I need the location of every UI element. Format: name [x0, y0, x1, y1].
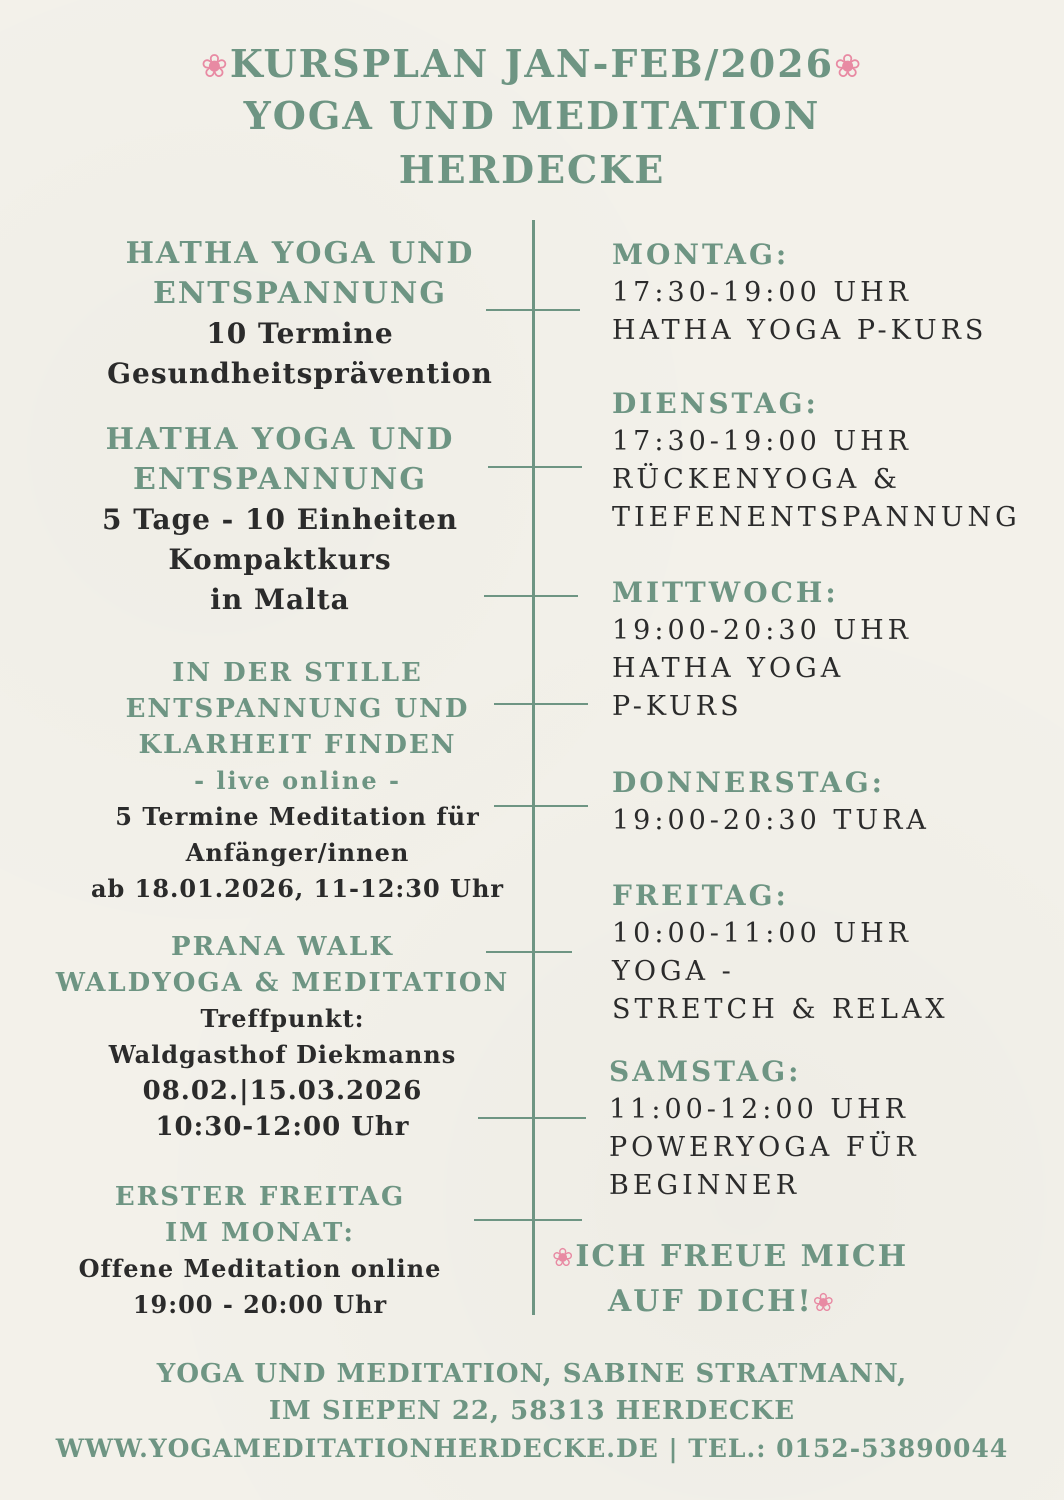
- timeline-tick: [474, 1219, 582, 1221]
- timeline-tick: [484, 595, 578, 597]
- day-label: DIENSTAG:: [612, 387, 819, 420]
- schedule-line: HATHA YOGA: [612, 653, 845, 684]
- course-heading: IM MONAT:: [165, 1218, 355, 1248]
- day-label: DONNERSTAG:: [612, 766, 885, 799]
- location-title: HERDECKE: [398, 147, 666, 192]
- course-detail: Treffpunkt:: [200, 1004, 365, 1033]
- schedule-friday: [612, 877, 949, 1029]
- closing-line: ICH FREUE MICH: [575, 1239, 909, 1274]
- footer-address: YOGA UND MEDITATION, SABINE STRATMANN,: [156, 1359, 908, 1389]
- course-first-friday: [60, 1179, 460, 1323]
- course-heading: ENTSPANNUNG: [153, 276, 447, 311]
- course-heading: HATHA YOGA UND: [125, 236, 475, 271]
- schedule-line: HATHA YOGA P-KURS: [612, 315, 988, 346]
- subtitle: YOGA UND MEDITATION: [243, 93, 821, 138]
- schedule-line: BEGINNER: [609, 1170, 801, 1201]
- course-detail: 08.02.|15.03.2026: [142, 1076, 423, 1106]
- course-subheading: - live online -: [194, 766, 401, 795]
- course-heading: ERSTER FREITAG: [114, 1182, 406, 1212]
- page-title: [0, 38, 1064, 92]
- course-hatha-prevention: [90, 234, 510, 394]
- course-meditation-online: [60, 655, 535, 907]
- cherry-blossom-icon: ❀: [812, 1288, 836, 1318]
- course-detail: Offene Meditation online: [78, 1254, 442, 1283]
- cherry-blossom-icon: ❀: [200, 47, 230, 85]
- course-detail: 19:00 - 20:00 Uhr: [132, 1290, 388, 1319]
- course-heading: IN DER STILLE: [172, 658, 423, 688]
- course-heading: PRANA WALK: [171, 932, 394, 962]
- title-text: KURSPLAN JAN-FEB/2026: [229, 41, 835, 86]
- schedule-line: POWERYOGA FÜR: [609, 1132, 920, 1163]
- course-detail: 10:30-12:00 Uhr: [155, 1112, 410, 1142]
- schedule-thursday: [612, 764, 930, 840]
- course-detail: 5 Tage - 10 Einheiten: [101, 503, 458, 536]
- day-label: MITTWOCH:: [612, 576, 839, 609]
- schedule-line: 11:00-12:00 UHR: [609, 1094, 909, 1125]
- schedule-saturday: [609, 1053, 920, 1205]
- course-hatha-malta: [75, 420, 485, 620]
- schedule-line: 19:00-20:30 UHR: [612, 615, 912, 646]
- schedule-line: 10:00-11:00 UHR: [612, 918, 912, 949]
- course-heading: HATHA YOGA UND: [105, 422, 455, 457]
- schedule-line: P-KURS: [612, 691, 743, 722]
- schedule-wednesday: [612, 574, 912, 726]
- course-heading: ENTSPANNUNG UND: [125, 694, 470, 724]
- course-prana-walk: [55, 929, 510, 1145]
- closing-message: [552, 1235, 908, 1325]
- day-label: MONTAG:: [612, 238, 790, 271]
- schedule-line: YOGA -: [612, 956, 735, 987]
- course-heading: WALDYOGA & MEDITATION: [55, 968, 510, 998]
- course-detail: Gesundheitsprävention: [107, 357, 493, 390]
- course-heading: ENTSPANNUNG: [133, 462, 427, 497]
- schedule-line: RÜCKENYOGA &: [612, 464, 901, 495]
- day-label: SAMSTAG:: [609, 1055, 802, 1088]
- course-detail: in Malta: [210, 583, 350, 616]
- schedule-line: 19:00-20:30 TURA: [612, 805, 930, 836]
- schedule-monday: [612, 236, 987, 350]
- course-heading: KLARHEIT FINDEN: [138, 730, 457, 760]
- schedule-line: STRETCH & RELAX: [612, 994, 949, 1025]
- course-detail: Kompaktkurs: [168, 543, 392, 576]
- course-detail: Waldgasthof Diekmanns: [108, 1040, 457, 1069]
- cherry-blossom-icon: ❀: [552, 1243, 576, 1273]
- schedule-line: 17:30-19:00 UHR: [612, 426, 912, 457]
- schedule-tuesday: [612, 385, 1021, 537]
- footer-street: IM SIEPEN 22, 58313 HERDECKE: [268, 1396, 796, 1426]
- footer-contact: WWW.YOGAMEDITATIONHERDECKE.DE | TEL.: 0152-53890044: [55, 1434, 1009, 1463]
- course-detail: 5 Termine Meditation für: [115, 802, 480, 831]
- timeline-tick: [488, 466, 582, 468]
- schedule-line: 17:30-19:00 UHR: [612, 277, 912, 308]
- closing-line: AUF DICH!: [608, 1284, 813, 1319]
- schedule-line: TIEFENENTSPANNUNG: [612, 502, 1021, 533]
- course-detail: ab 18.01.2026, 11-12:30 Uhr: [90, 874, 505, 903]
- cherry-blossom-icon: ❀: [834, 47, 864, 85]
- course-detail: 10 Termine: [206, 317, 394, 350]
- day-label: FREITAG:: [612, 879, 789, 912]
- course-detail: Anfänger/innen: [185, 838, 410, 867]
